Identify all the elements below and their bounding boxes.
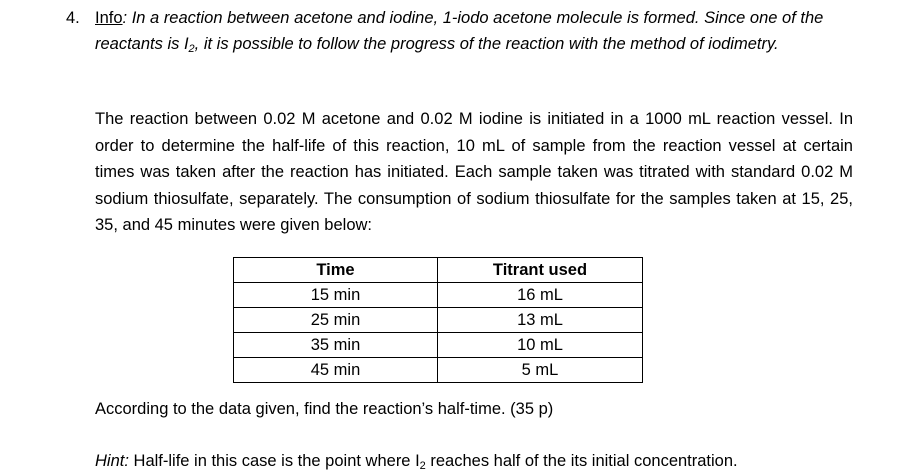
cell-titrant: 5 mL	[438, 358, 643, 383]
table-row	[234, 283, 643, 308]
hint-label: Hint:	[95, 452, 129, 470]
info-text	[95, 5, 855, 57]
task-text: According to the data given, find the reaction’s half-time. (35 p)	[95, 400, 554, 418]
info-label: Info	[95, 9, 123, 27]
cell-time: 35 min	[234, 333, 438, 358]
cell-titrant: 10 mL	[438, 333, 643, 358]
info-colon: :	[122, 9, 128, 27]
table-row	[234, 308, 643, 333]
hint-text	[95, 448, 738, 474]
table-row	[234, 333, 643, 358]
hint-subscript: 2	[419, 460, 426, 472]
titration-table	[233, 257, 643, 383]
cell-titrant: 13 mL	[438, 308, 643, 333]
cell-time: 15 min	[234, 283, 438, 308]
info-text-part-2: , it is possible to follow the progress of the reaction with the method of iodimetry.	[194, 35, 779, 53]
cell-time: 25 min	[234, 308, 438, 333]
header-time: Time	[234, 258, 438, 283]
table-row	[234, 358, 643, 383]
hint-text-part-2: reaches half of the its initial concentration.	[425, 452, 738, 470]
info-subscript: 2	[188, 43, 195, 55]
problem-paragraph: The reaction between 0.02 M acetone and 0.02 M iodine is initiated in a 1000 mL reaction vessel. In order to determine the half-life of this reaction, 10 mL of sample from the reaction vessel at certain times was taken after the reaction has initiated. Each sample taken was titrated with standard 0.02 M sodium thiosulfate, separately. The consumption of sodium thiosulfate for the samples taken at 15, 25, 35, and 45 minutes were given below:	[95, 110, 853, 235]
cell-time: 45 min	[234, 358, 438, 383]
hint-text-part-1: Half-life in this case is the point where I	[128, 452, 420, 470]
info-text-part-1: In a reaction between acetone and iodine, 1-iodo acetone molecule is formed. Since one of the reactants is I	[95, 9, 824, 53]
cell-titrant: 16 mL	[438, 283, 643, 308]
question-number: 4.	[66, 9, 80, 27]
table-header-row	[234, 258, 643, 283]
header-titrant: Titrant used	[438, 258, 643, 283]
